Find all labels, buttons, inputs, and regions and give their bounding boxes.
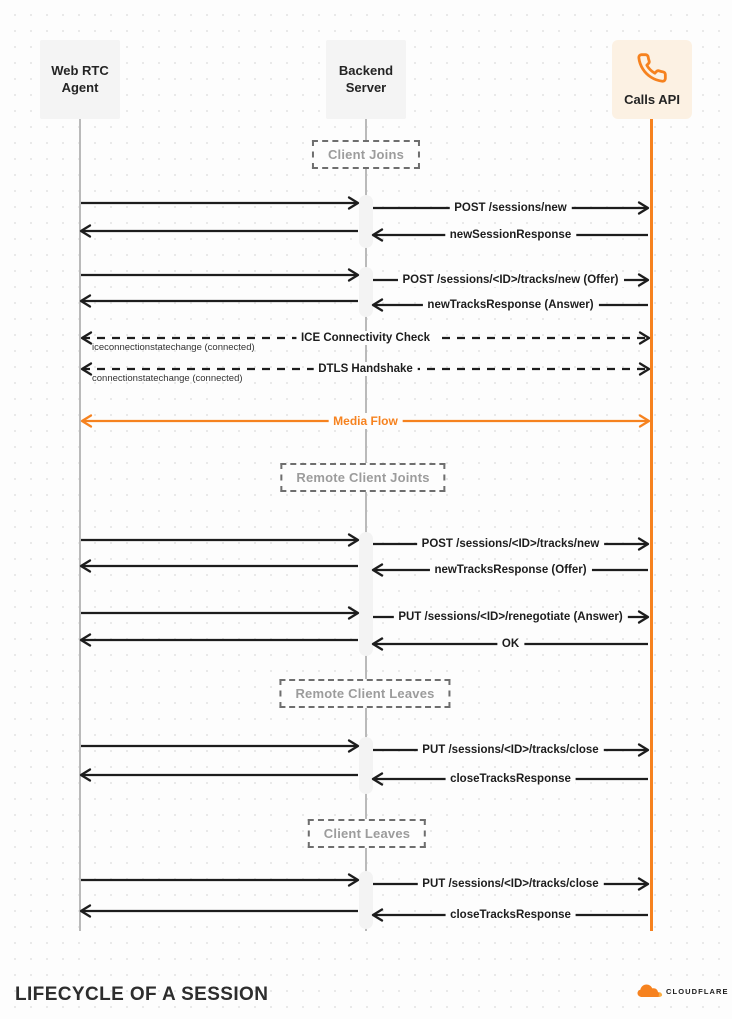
actor-label-line: Server	[345, 79, 387, 95]
cloudflare-cloud-icon	[637, 984, 663, 998]
event-sublabel: connectionstatechange (connected)	[92, 373, 243, 384]
arrowhead-icon	[349, 608, 358, 619]
message-label: Media Flow	[328, 413, 403, 429]
actor-label-line: Calls API	[624, 91, 680, 107]
message-label: closeTracksResponse	[445, 772, 576, 786]
arrowhead-icon	[373, 639, 382, 650]
message-label: PUT /sessions/<ID>/tracks/close	[417, 743, 603, 757]
message-label: closeTracksResponse	[445, 908, 576, 922]
arrowhead-icon	[640, 364, 649, 375]
arrowhead-icon	[81, 561, 90, 572]
arrowhead-icon	[81, 770, 90, 781]
arrowhead-icon	[373, 565, 382, 576]
step-box: Remote Client Leaves	[279, 679, 450, 708]
actor-label-line: Web RTC	[51, 62, 109, 78]
message-label: newTracksResponse (Answer)	[422, 298, 598, 312]
step-box: Client Leaves	[308, 819, 426, 848]
activation-bar	[359, 267, 373, 317]
page-title: LIFECYCLE OF A SESSION	[15, 984, 269, 1005]
message-label: newTracksResponse (Offer)	[429, 563, 591, 577]
cloudflare-wordmark: CLOUDFLARE	[666, 986, 729, 996]
arrowhead-icon	[639, 612, 648, 623]
activation-bar	[359, 532, 373, 656]
activation-bar	[359, 195, 373, 248]
arrowhead-icon	[639, 203, 648, 214]
arrowhead-icon	[81, 906, 90, 917]
arrowhead-icon	[349, 875, 358, 886]
lifeline-webrtc-agent	[79, 119, 81, 931]
activation-bar	[359, 871, 373, 929]
phone-icon	[635, 51, 669, 85]
message-label: POST /sessions/<ID>/tracks/new	[417, 537, 605, 551]
arrowhead-icon	[639, 275, 648, 286]
arrowhead-icon	[82, 364, 91, 375]
arrowhead-icon	[373, 230, 382, 241]
message-label: PUT /sessions/<ID>/renegotiate (Answer)	[393, 610, 627, 624]
step-box: Remote Client Joints	[280, 463, 445, 492]
step-box: Client Joins	[312, 140, 420, 169]
arrowhead-icon	[373, 300, 382, 311]
cloudflare-logo	[637, 984, 729, 998]
arrowhead-icon	[82, 333, 91, 344]
message-label: PUT /sessions/<ID>/tracks/close	[417, 877, 603, 891]
message-label: POST /sessions/new	[449, 201, 571, 215]
message-label: ICE Connectivity Check	[296, 331, 435, 345]
message-label: OK	[497, 637, 524, 651]
arrowhead-icon	[640, 416, 649, 427]
message-label: newSessionResponse	[445, 228, 576, 242]
arrowhead-icon	[82, 416, 91, 427]
arrowhead-icon	[639, 539, 648, 550]
arrowhead-icon	[81, 635, 90, 646]
activation-bar	[359, 737, 373, 794]
arrowhead-icon	[349, 270, 358, 281]
arrowhead-icon	[639, 879, 648, 890]
event-sublabel: iceconnectionstatechange (connected)	[92, 342, 255, 353]
actor-webrtc-agent	[40, 40, 120, 119]
arrowhead-icon	[373, 910, 382, 921]
arrowhead-icon	[349, 741, 358, 752]
actor-label-line: Backend	[338, 62, 394, 78]
lifeline-calls-api	[650, 119, 653, 931]
message-label: POST /sessions/<ID>/tracks/new (Offer)	[397, 273, 623, 287]
actor-label-line: Agent	[61, 79, 99, 95]
arrowhead-icon	[639, 745, 648, 756]
actor-calls-api	[612, 40, 692, 119]
arrowhead-icon	[81, 226, 90, 237]
arrowhead-icon	[81, 296, 90, 307]
message-label: DTLS Handshake	[313, 362, 418, 376]
actor-backend-server	[326, 40, 406, 119]
arrowhead-icon	[349, 198, 358, 209]
arrowhead-icon	[349, 535, 358, 546]
arrowhead-icon	[373, 774, 382, 785]
arrowhead-icon	[640, 333, 649, 344]
